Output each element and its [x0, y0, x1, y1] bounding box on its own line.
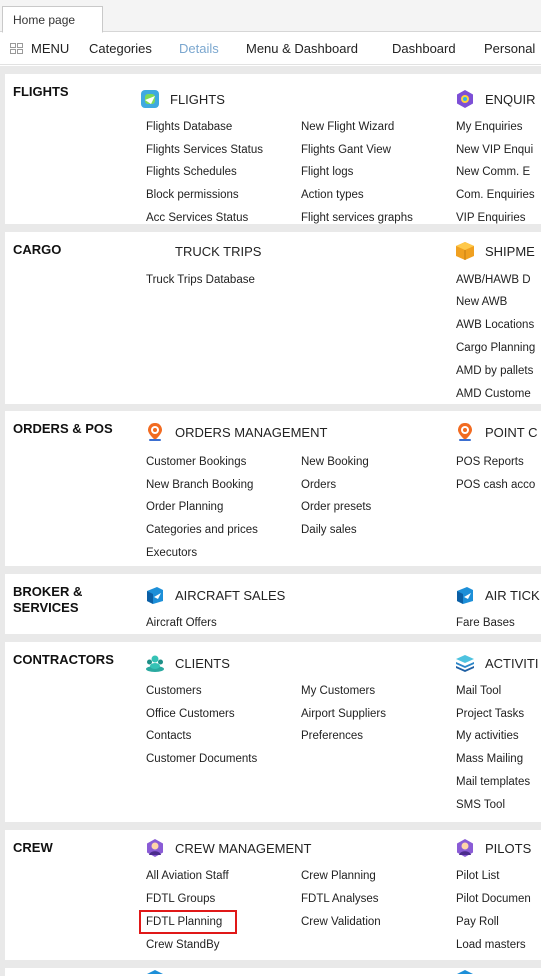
- crew-management-icon: [145, 838, 165, 858]
- link-awb-locations[interactable]: AWB Locations: [456, 319, 535, 331]
- section-title: ORDERS & POS: [13, 421, 113, 436]
- link-acc-services-status[interactable]: Acc Services Status: [146, 212, 249, 224]
- link-customer-bookings[interactable]: Customer Bookings: [146, 456, 247, 468]
- link-flights-services-status[interactable]: Flights Services Status: [146, 144, 263, 156]
- link-my-activities[interactable]: My activities: [456, 730, 519, 742]
- link-my-customers[interactable]: My Customers: [301, 685, 376, 697]
- link-fare-bases[interactable]: Fare Bases: [456, 617, 515, 629]
- link-order-presets[interactable]: Order presets: [301, 501, 372, 513]
- link-pos-reports[interactable]: POS Reports: [456, 456, 524, 468]
- section-next-partial: [5, 968, 541, 976]
- menu-button[interactable]: MENU: [31, 41, 70, 56]
- section-title: CREW: [13, 840, 53, 855]
- clients-icon: [145, 653, 165, 673]
- link-flight-logs[interactable]: Flight logs: [301, 166, 354, 178]
- link-flight-services-graphs[interactable]: Flight services graphs: [301, 212, 413, 224]
- category-orders-management[interactable]: [145, 421, 327, 443]
- partial-category-icon: [455, 970, 475, 976]
- category-label: ENQUIR: [485, 91, 536, 107]
- pos-pin-icon: [455, 422, 475, 442]
- link-flights-database[interactable]: Flights Database: [146, 121, 233, 133]
- link-order-planning[interactable]: Order Planning: [146, 501, 224, 513]
- category-flights[interactable]: [140, 88, 225, 110]
- enquiries-icon: [455, 89, 475, 109]
- category-activities[interactable]: [455, 652, 538, 674]
- nav-categories[interactable]: Categories: [89, 41, 152, 56]
- link-vip-enquiries[interactable]: VIP Enquiries: [456, 212, 526, 224]
- link-cargo-planning[interactable]: Cargo Planning: [456, 342, 536, 354]
- shipments-icon: [455, 241, 475, 261]
- link-airport-suppliers[interactable]: Airport Suppliers: [301, 708, 387, 720]
- air-tickets-icon: [455, 585, 475, 605]
- link-pay-roll[interactable]: Pay Roll: [456, 916, 499, 928]
- activities-icon: [455, 653, 475, 673]
- category-air-tickets[interactable]: [455, 584, 540, 606]
- link-sms-tool[interactable]: SMS Tool: [456, 799, 506, 811]
- highlight-box: [139, 910, 237, 934]
- section-contractors: [5, 642, 541, 822]
- link-block-permissions[interactable]: Block permissions: [146, 189, 239, 201]
- link-orders[interactable]: Orders: [301, 479, 337, 491]
- link-customers[interactable]: Customers: [146, 685, 202, 697]
- category-truck-trips[interactable]: [175, 240, 261, 262]
- tab-bar: [0, 0, 541, 32]
- nav-personal[interactable]: Personal: [484, 41, 536, 56]
- link-fdtl-groups[interactable]: FDTL Groups: [146, 893, 216, 905]
- link-all-aviation-staff[interactable]: All Aviation Staff: [146, 870, 229, 882]
- link-new-awb[interactable]: New AWB: [456, 296, 508, 308]
- pilots-icon: [455, 838, 475, 858]
- category-label: SHIPME: [485, 243, 535, 259]
- category-label: ACTIVITI: [485, 655, 539, 671]
- link-com-enquiries[interactable]: Com. Enquiries: [456, 189, 535, 201]
- link-new-vip-enquiry[interactable]: New VIP Enqui: [456, 144, 534, 156]
- link-new-comm-enquiry[interactable]: New Comm. E: [456, 166, 531, 178]
- nav-details[interactable]: Details: [179, 41, 219, 56]
- link-pos-cash-accounts[interactable]: POS cash acco: [456, 479, 536, 491]
- link-truck-trips-database[interactable]: Truck Trips Database: [146, 274, 255, 286]
- tab-home-page[interactable]: Home page: [2, 6, 103, 33]
- section-flights: [5, 74, 541, 224]
- section-title: CARGO: [13, 242, 62, 257]
- link-amd-by-pallets[interactable]: AMD by pallets: [456, 365, 534, 377]
- link-fdtl-analyses[interactable]: FDTL Analyses: [301, 893, 379, 905]
- section-title: CONTRACTORS: [13, 652, 114, 667]
- section-broker-services: [5, 574, 541, 634]
- link-awb-hawb-database[interactable]: AWB/HAWB D: [456, 274, 531, 286]
- link-new-booking[interactable]: New Booking: [301, 456, 369, 468]
- link-categories-and-prices[interactable]: Categories and prices: [146, 524, 258, 536]
- link-crew-standby[interactable]: Crew StandBy: [146, 939, 220, 951]
- category-label: CLIENTS: [175, 655, 230, 671]
- category-label: TRUCK TRIPS: [175, 243, 262, 259]
- category-label: AIR TICK: [485, 587, 540, 603]
- link-mail-templates[interactable]: Mail templates: [456, 776, 531, 788]
- link-daily-sales[interactable]: Daily sales: [301, 524, 357, 536]
- section-cargo: [5, 232, 541, 404]
- link-pilot-documents[interactable]: Pilot Documen: [456, 893, 531, 905]
- link-load-masters[interactable]: Load masters: [456, 939, 526, 951]
- flights-icon: [140, 89, 160, 109]
- aircraft-sales-icon: [145, 585, 165, 605]
- link-my-enquiries[interactable]: My Enquiries: [456, 121, 523, 133]
- link-preferences[interactable]: Preferences: [301, 730, 364, 742]
- category-label: FLIGHTS: [170, 91, 225, 107]
- category-aircraft-sales[interactable]: [145, 584, 285, 606]
- section-crew: [5, 830, 541, 960]
- category-shipments[interactable]: [455, 240, 535, 262]
- top-navigation: [0, 33, 541, 65]
- category-label: AIRCRAFT SALES: [175, 587, 286, 603]
- partial-category-icon: [145, 970, 165, 976]
- menu-grid-icon[interactable]: [10, 43, 24, 55]
- link-contacts[interactable]: Contacts: [146, 730, 192, 742]
- link-fdtl-planning[interactable]: FDTL Planning: [146, 916, 223, 928]
- section-orders-pos: [5, 411, 541, 566]
- link-crew-validation[interactable]: Crew Validation: [301, 916, 381, 928]
- link-customer-documents[interactable]: Customer Documents: [146, 753, 258, 765]
- link-executors[interactable]: Executors: [146, 547, 198, 559]
- category-label: CREW MANAGEMENT: [175, 840, 312, 856]
- link-flights-gant-view[interactable]: Flights Gant View: [301, 144, 391, 156]
- link-flights-schedules[interactable]: Flights Schedules: [146, 166, 237, 178]
- menu-content: [0, 66, 541, 976]
- category-label: ORDERS MANAGEMENT: [175, 424, 328, 440]
- category-label: PILOTS: [485, 840, 532, 856]
- link-mass-mailing[interactable]: Mass Mailing: [456, 753, 524, 765]
- link-aircraft-offers[interactable]: Aircraft Offers: [146, 617, 217, 629]
- category-point-of-sale[interactable]: [455, 421, 538, 443]
- category-crew-management[interactable]: [145, 837, 312, 859]
- link-crew-planning[interactable]: Crew Planning: [301, 870, 376, 882]
- section-title: FLIGHTS: [13, 84, 69, 99]
- category-pilots[interactable]: [455, 837, 531, 859]
- nav-menu-dashboard[interactable]: Menu & Dashboard: [246, 41, 359, 56]
- category-clients[interactable]: [145, 652, 230, 674]
- orders-pin-icon: [145, 422, 165, 442]
- link-new-flight-wizard[interactable]: New Flight Wizard: [301, 121, 395, 133]
- category-enquiries[interactable]: [455, 88, 536, 110]
- section-title: BROKER & SERVICES: [13, 584, 83, 615]
- link-project-tasks[interactable]: Project Tasks: [456, 708, 525, 720]
- link-office-customers[interactable]: Office Customers: [146, 708, 235, 720]
- nav-dashboard[interactable]: Dashboard: [392, 41, 456, 56]
- link-amd-customers[interactable]: AMD Custome: [456, 388, 531, 400]
- link-pilot-list[interactable]: Pilot List: [456, 870, 500, 882]
- link-action-types[interactable]: Action types: [301, 189, 364, 201]
- link-mail-tool[interactable]: Mail Tool: [456, 685, 502, 697]
- link-new-branch-booking[interactable]: New Branch Booking: [146, 479, 254, 491]
- category-label: POINT C: [485, 424, 538, 440]
